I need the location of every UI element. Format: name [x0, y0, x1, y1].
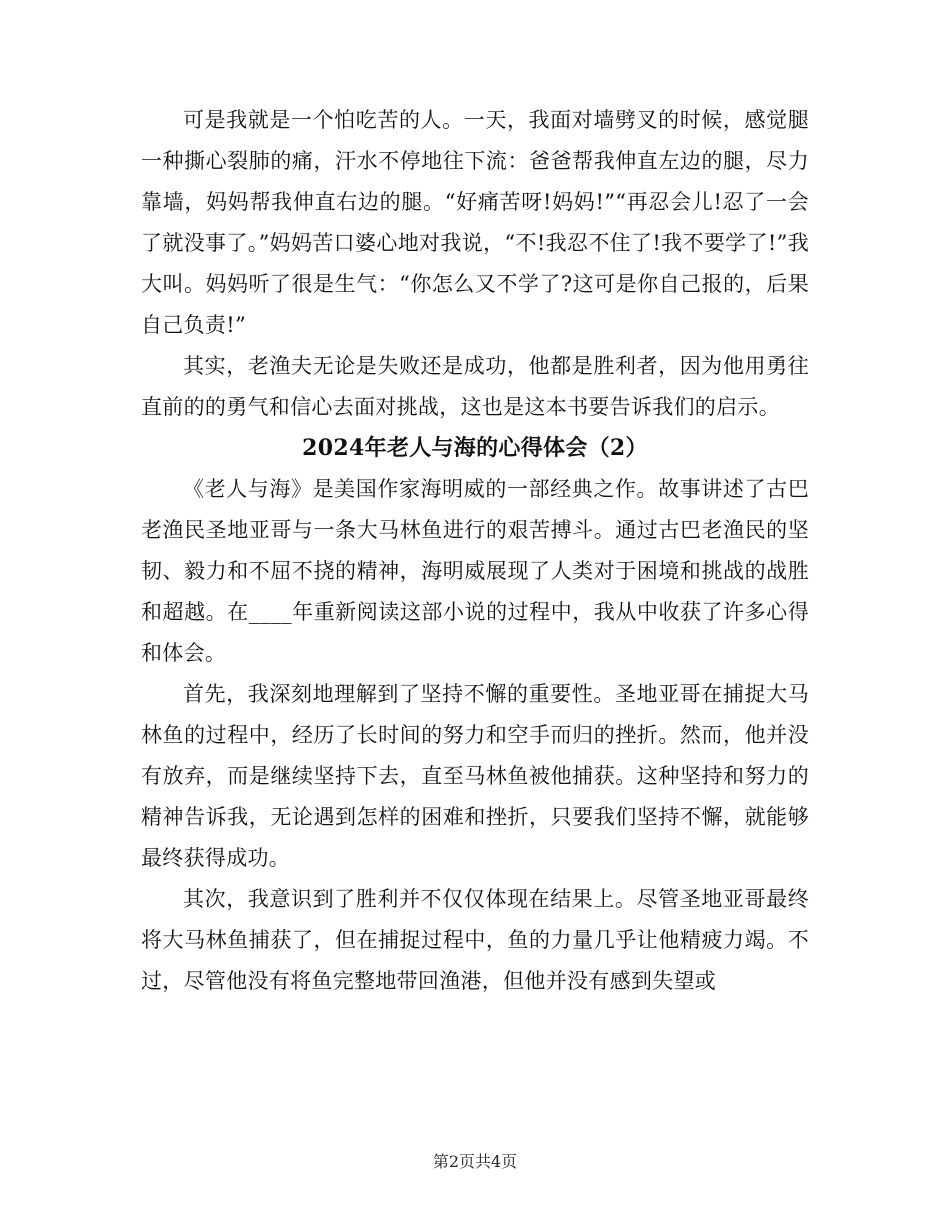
paragraph: 可是我就是一个怕吃苦的人。一天，我面对墙劈叉的时候，感觉腿一种撕心裂肺的痛，汗水不停地往下流：爸爸帮我伸直左边的腿，尽力靠墙，妈妈帮我伸直右边的腿。“好痛苦呀!妈妈!”“再忍会儿!忍了一会了就没事了。”妈妈苦口婆心地对我说，“不!我忍不住了!我不要学了!”我大叫。妈妈听了很是生气：“你怎么又不学了?这可是你自己报的，后果自己负责!”	[141, 108, 809, 337]
section-title: 2024年老人与海的心得体会（2）	[302, 435, 648, 461]
paragraph: 其实，老渔夫无论是失败还是成功，他都是胜利者，因为他用勇往直前的的勇气和信心去面对挑战，这也是这本书要告诉我们的启示。	[141, 354, 809, 419]
document-body	[141, 100, 809, 1002]
paragraph: 《老人与海》是美国作家海明威的一部经典之作。故事讲述了古巴老渔民圣地亚哥与一条大马林鱼进行的艰苦搏斗。通过古巴老渔民的坚韧、毅力和不屈不挠的精神，海明威展现了人类对于困境和挑战的战胜和超越。在____年重新阅读这部小说的过程中，我从中收获了许多心得和体会。	[141, 477, 809, 665]
paragraph: 首先，我深刻地理解到了坚持不懈的重要性。圣地亚哥在捕捉大马林鱼的过程中，经历了长时间的努力和空手而归的挫折。然而，他并没有放弃，而是继续坚持下去，直至马林鱼被他捕获。这种坚持和努力的精神告诉我，无论遇到怎样的困难和挫折，只要我们坚持不懈，就能够最终获得成功。	[141, 682, 809, 870]
paragraph: 其次，我意识到了胜利并不仅仅体现在结果上。尽管圣地亚哥最终将大马林鱼捕获了，但在捕捉过程中，鱼的力量几乎让他精疲力竭。不过，尽管他没有将鱼完整地带回渔港，但他并没有感到失望或	[141, 887, 809, 993]
page-number-footer: 第2页共4页	[432, 1152, 518, 1171]
